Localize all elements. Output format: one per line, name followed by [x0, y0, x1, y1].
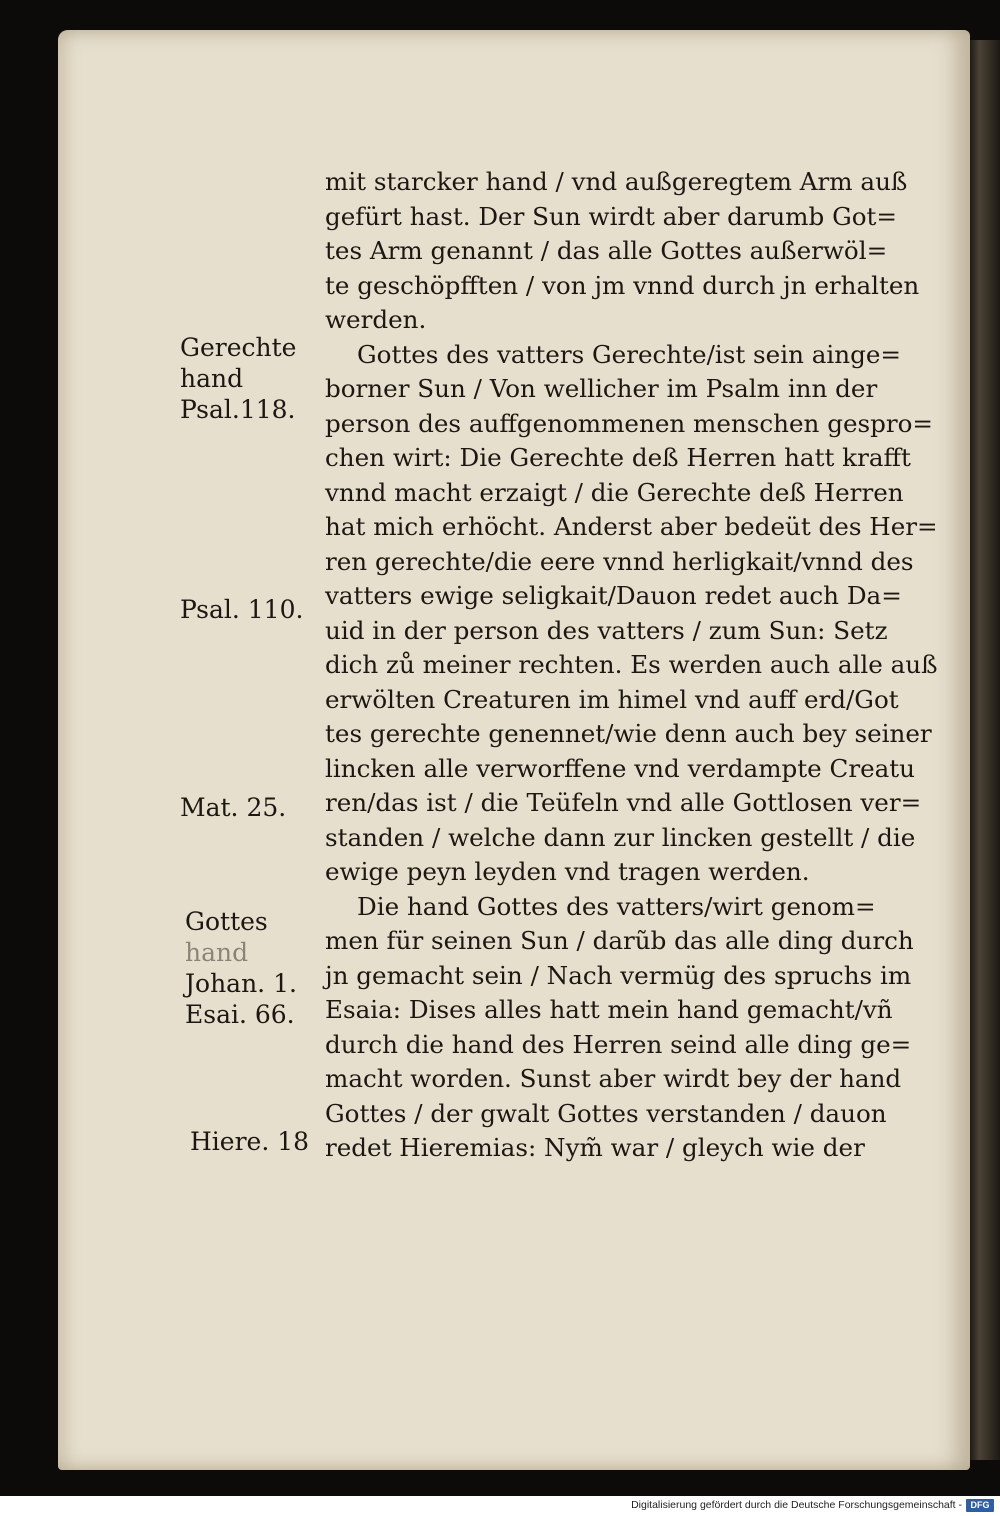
text-line: macht worden. Sunst aber wirdt bey der hand — [325, 1064, 902, 1093]
footer-bar — [0, 1496, 1000, 1516]
text-line: vnnd macht erzaigt / die Gerechte deß Herren — [325, 477, 904, 507]
margin-note-psal-110 — [180, 594, 303, 625]
text-line: chen wirt: Die Gerechte deß Herren hatt krafft — [325, 443, 911, 472]
margin-note-line: Psal. 110. — [180, 595, 304, 624]
text-line: Gottes / der gwalt Gottes verstanden / dauon — [325, 1098, 887, 1128]
margin-note-gerechte-hand — [180, 332, 296, 425]
text-line: Esaia: Dises alles hatt mein hand gemacht/vñ — [325, 995, 893, 1024]
margin-note-line: Gerechte — [180, 333, 297, 362]
margin-note-line: Mat. 25. — [180, 793, 287, 822]
text-line: uid in der person des vatters / zum Sun: Setz — [325, 615, 888, 645]
text-line: tes Arm genannt / das alle Gottes außerwöl= — [325, 236, 888, 265]
text-line: ren/das ist / die Teüfeln vnd alle Gottlosen ver= — [325, 788, 922, 817]
text-line: lincken alle verworffene vnd verdampte Creatu — [325, 753, 916, 783]
text-line: ren gerechte/die eere vnnd herligkait/vnnd des — [325, 546, 914, 576]
text-line: borner Sun / Von wellicher im Psalm inn der — [325, 374, 878, 403]
text-line: tes gerechte genennet/wie denn auch bey seiner — [325, 719, 932, 748]
margin-note-line: Psal.118. — [180, 395, 296, 424]
text-line: Gottes des vatters Gerechte/ist sein ainge= — [357, 339, 902, 369]
margin-note-gottes-hand — [185, 906, 297, 1030]
text-line: hat mich erhöcht. Anderst aber bedeüt des Her= — [325, 512, 938, 541]
dfg-logo: DFG — [966, 1499, 994, 1512]
page-edge — [966, 40, 1000, 1460]
margin-note-line: hand — [185, 938, 249, 967]
text-line: jn gemacht sein / Nach vermüg des spruchs im — [325, 960, 912, 990]
margin-note-line: Johan. 1. — [185, 969, 297, 998]
margin-note-line: hand — [180, 364, 244, 393]
text-line: ewige peyn leyden vnd tragen werden. — [325, 857, 810, 886]
margin-note-mat-25 — [180, 792, 286, 823]
text-line: men für seinen Sun / darũb das alle ding durch — [325, 926, 914, 955]
text-line: person des auffgenommenen menschen gespro= — [325, 408, 934, 438]
text-line: vatters ewige seligkait/Dauon redet auch Da= — [325, 581, 902, 610]
text-line: gefürt hast. Der Sun wirdt aber darumb Got= — [325, 201, 898, 231]
text-line: dich zů meiner rechten. Es werden auch alle auß — [325, 650, 938, 679]
text-line: durch die hand des Herren seind alle ding ge= — [325, 1029, 912, 1059]
text-line: erwölten Creaturen im himel vnd auff erd/Got — [325, 684, 899, 714]
margin-note-hiere-18 — [190, 1126, 309, 1157]
text-line: mit starcker hand / vnd außgeregtem Arm auß — [325, 167, 908, 196]
body-text — [325, 165, 955, 1166]
margin-note-line: Gottes — [185, 907, 268, 936]
text-line: standen / welche dann zur lincken gestellt / die — [325, 822, 916, 852]
margin-note-line: Hiere. 18 — [190, 1127, 310, 1156]
margin-note-line: Esai. 66. — [185, 1000, 295, 1029]
footer-credit: Digitalisierung gefördert durch die Deutsche Forschungsgemeinschaft - — [631, 1499, 962, 1511]
text-line: redet Hieremias: Nym̃ war / gleych wie der — [325, 1133, 865, 1162]
text-line: te geschöpfften / von jm vnnd durch jn erhalten — [325, 270, 920, 300]
text-line: werden. — [325, 305, 427, 334]
text-line: Die hand Gottes des vatters/wirt genom= — [357, 891, 876, 921]
